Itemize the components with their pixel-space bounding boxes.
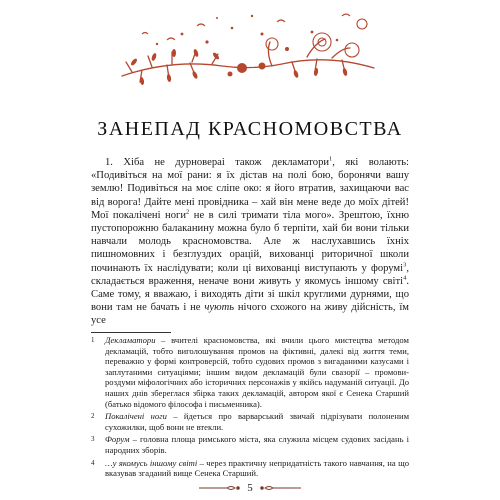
footnote-divider bbox=[91, 332, 171, 333]
footnote-ref-1: 1 bbox=[329, 155, 333, 163]
fleuron-left-icon bbox=[197, 484, 241, 492]
footnote-2: 2 Покалічені ноги – йдеться про варварський звичай підрізувати полоненим сухожилки, щоб вони не втекли. bbox=[91, 411, 410, 432]
footnote-ref-2: 2 bbox=[186, 208, 190, 216]
footnotes bbox=[91, 335, 409, 481]
footnote-ref-3: 3 bbox=[403, 261, 407, 269]
body-paragraph: 1. Хіба не дурновераі також декламатори$^1$, які волають: «Подивіться на мої рани: я їх дістав на полі бою, боронячи вашу землю! Подивіться на моє сліпе око: я його втратив, захищаючи вас від ворога! Дайте мені провідника – хай він мене веде до моїх дітей! Мої покалічені ноги$^2$ не в силі тримати тіла мого». Зрештою, їхню пустопорожню балаканину можна було б терпіти, хай би вони тільки навчали молодь красномовства. Але ж наслухавшись їхніх пишномовних і безглуздих орацій, вихованці риторичної школи починають їх наслідувати; коли ці вихованці виступають у форумі$^3$, складається враження, неначе вони живуть у якомусь іншому світі$^4$. Саме тому, я вважаю, і виходять діти зі шкіл круглими дурнями, що вони там не бачать і не чують нічого схожого на живу дійсність, їм усе bbox=[91, 155, 409, 327]
footnote-1: 1 Декламатори – вчителі красномовства, які вчили цього мистецтва методом декламацій, тобто виголошування промов на фіктивні, далекі від життя теми, переважно у формі контроверсій, тобто судових промов з вигаданими казусами і заплутаними ситуаціями; іншим видом декламацій були свазорії – промови-роздуми міфологічних або історичних персонажів у якійсь надуманій ситуації. До наших днів збереглася збірка таких декламацій, автором якої є Сенека Старший (батько відомого філософа і письменника). bbox=[91, 335, 409, 409]
page-folio bbox=[0, 482, 500, 494]
footnote-3: 3 Форум – головна площа римського міста, яка служила місцем судових засідань і народних зборів. bbox=[91, 434, 409, 455]
footnote-4: 4 …у якомусь іншому світі – через практичну непридатність такого навчання, на що вказував згаданий вище Сенека Старший. bbox=[91, 457, 409, 479]
chapter-title: ЗАНЕПАД КРАСНОМОВСТВА bbox=[97, 118, 403, 140]
floral-garland-ornament-icon bbox=[112, 4, 384, 104]
footnote-ref-4: 4 bbox=[403, 274, 407, 282]
fleuron-right-icon bbox=[259, 484, 303, 492]
page-number: 5 bbox=[247, 482, 253, 494]
